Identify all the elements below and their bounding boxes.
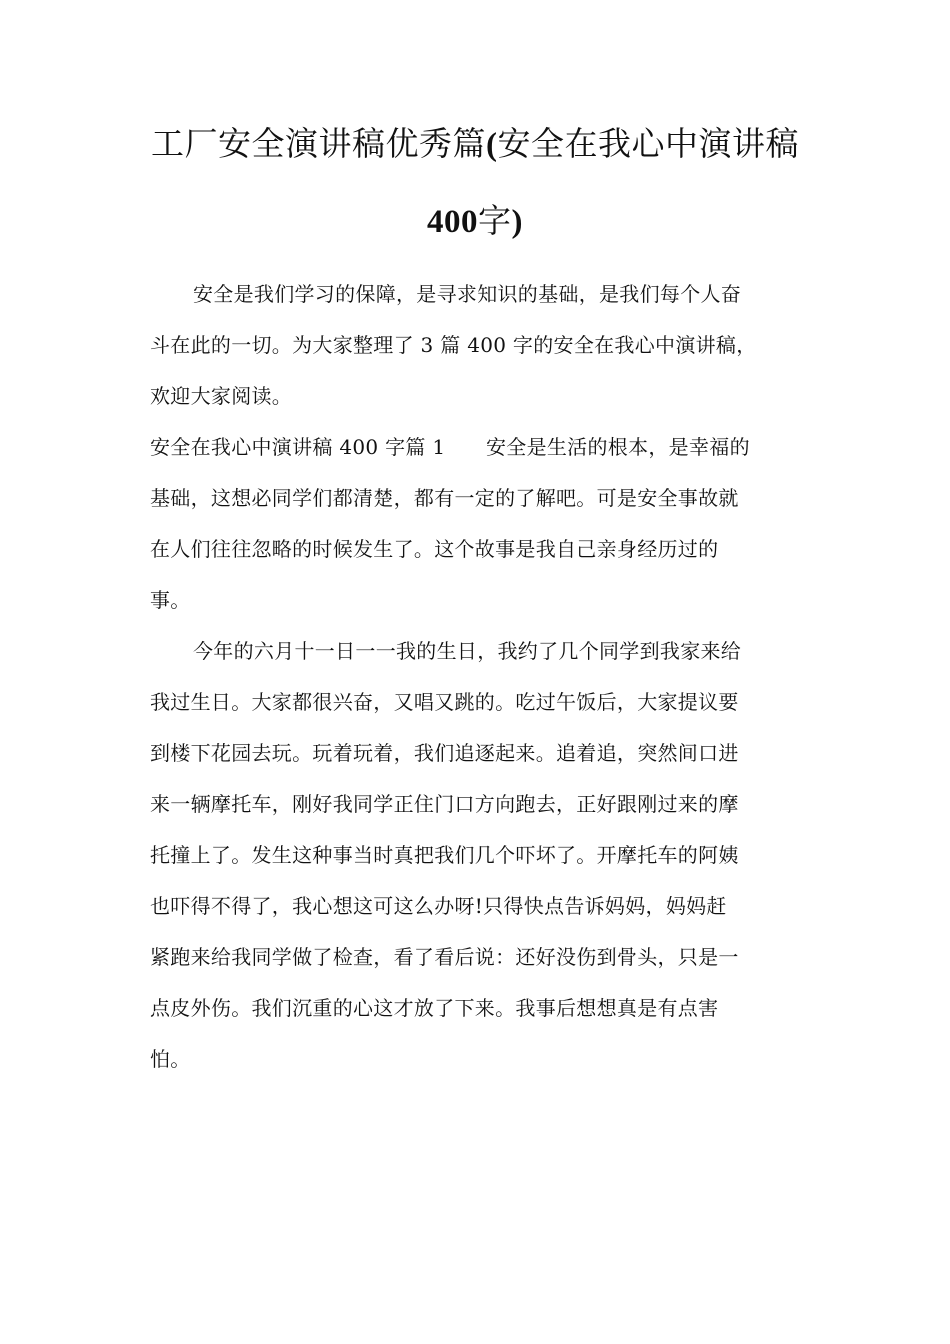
- section-heading-line: 安全在我心中演讲稿 400 字篇 1 安全是生活的根本，是幸福的: [150, 435, 750, 459]
- paragraph-2-line-1: 今年的六月十一日一一我的生日，我约了几个同学到我家来给: [193, 639, 742, 663]
- paragraph-2-line-7: 紧跑来给我同学做了检查，看了看后说：还好没伤到骨头，只是一: [150, 945, 739, 969]
- paragraph-2-line-9: 怕。: [150, 1047, 191, 1071]
- paragraph-2-line-2: 我过生日。大家都很兴奋，又唱又跳的。吃过午饭后，大家提议要: [150, 690, 739, 714]
- intro-line-3: 欢迎大家阅读。: [150, 384, 293, 408]
- paragraph-2-line-5: 托撞上了。发生这种事当时真把我们几个吓坏了。开摩托车的阿姨: [150, 843, 739, 867]
- paragraph-2-line-6: 也吓得不得了，我心想这可这么办呀!只得快点告诉妈妈，妈妈赶: [150, 894, 727, 918]
- title-close-paren: ): [511, 204, 523, 240]
- paragraph-2-line-8: 点皮外伤。我们沉重的心这才放了下来。我事后想想真是有点害: [150, 996, 719, 1020]
- paragraph-1-line-4: 事。: [150, 588, 191, 612]
- intro-line-2: 斗在此的一切。为大家整理了 3 篇 400 字的安全在我心中演讲稿，: [150, 333, 757, 357]
- paragraph-1-line-2: 基础，这想必同学们都清楚，都有一定的了解吧。可是安全事故就: [150, 486, 739, 510]
- document-title-line-1: [0, 124, 950, 165]
- title-open-paren: (: [486, 127, 498, 163]
- title-number: 400: [427, 204, 478, 240]
- title-char: 字: [478, 201, 512, 240]
- title-text-2: 安全在我心中演讲稿: [497, 124, 799, 163]
- document-title-line-2: [0, 201, 950, 242]
- title-text-1: 工厂安全演讲稿优秀篇: [151, 124, 486, 163]
- paragraph-1-line-3: 在人们往往忽略的时候发生了。这个故事是我自己亲身经历过的: [150, 537, 719, 561]
- intro-line-1: 安全是我们学习的保障，是寻求知识的基础，是我们每个人奋: [193, 282, 742, 306]
- paragraph-2-line-3: 到楼下花园去玩。玩着玩着，我们追逐起来。追着追，突然间口进: [150, 741, 739, 765]
- paragraph-2-line-4: 来一辆摩托车，刚好我同学正住门口方向跑去，正好跟刚过来的摩: [150, 792, 739, 816]
